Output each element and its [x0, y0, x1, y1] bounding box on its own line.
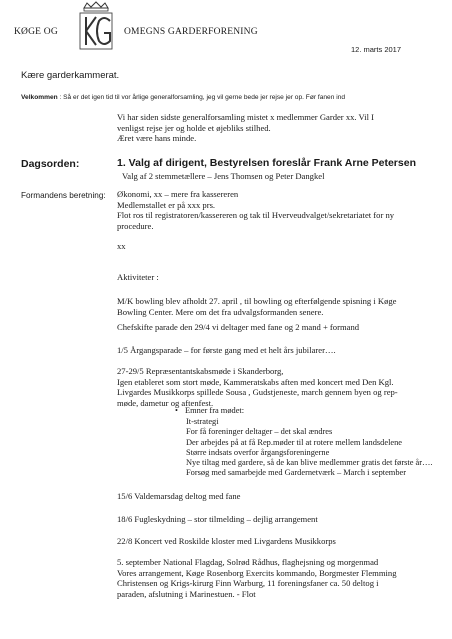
topic-item: Der arbejdes på at få Rep.møder til at rotere mellem landsdelene [186, 437, 403, 447]
flagdag-line: 5. september National Flagdag, Solrød Rådhus, flaghejsning og morgenmad [117, 557, 379, 567]
report-label: Formandens beretning: [21, 191, 106, 200]
memorial-line: venligst rejse jer og holde et øjebliks stilhed. [117, 122, 271, 133]
memorial-line: Vi har siden sidste generalforsamling mistet x medlemmer Garder xx. Vil I [117, 112, 375, 122]
topics-heading: Emner fra mødet: [185, 406, 245, 415]
letter-date: 12. marts 2017 [351, 45, 402, 54]
association-logo [74, 1, 118, 51]
report-line: Økonomi, xx – mere fra kassereren [117, 189, 239, 199]
bowling-paragraph [117, 296, 437, 317]
agenda-label: Dagsorden: [21, 158, 80, 170]
reps-line: 27-29/5 Repræsentantskabsmøde i Skanderborg, [117, 366, 284, 376]
topic-item: Nye tiltag med gardere, så de kan blive medlemmer gratis det første år…. [186, 458, 433, 468]
welcome-line [21, 94, 345, 101]
report-intro [117, 189, 437, 231]
topic-item: It-strategi [186, 417, 219, 426]
chef-paragraph: Chefskifte parade den 29/4 vi deltager med fane og 2 mand + formand [117, 322, 360, 332]
fugle-paragraph: 18/6 Fugleskydning – stor tilmelding – dejlig arrangement [117, 514, 318, 524]
reps-line: Livgardes Musikkorps spillede Sousa , Gudstjeneste, march gennem byen og rep- [117, 387, 398, 398]
topics-bullet [175, 406, 244, 416]
greeting: Kære garderkammerat. [21, 70, 120, 81]
report-line: Flot ros til registratoren/kassereren og tak til Hverveudvalget/sekretariatet for ny [117, 210, 395, 221]
flagdag-line: paraden, afslutning i Marinestuen. - Flot [117, 588, 256, 599]
header-right-text: OMEGNS GARDERFORENING [124, 27, 258, 37]
welcome-label: Velkommen [21, 94, 58, 101]
flagdag-line: Christensen og Krigs-kirurg Finn Warburg, 11 foreningsfaner ca. 50 deltog i [117, 578, 379, 589]
topics-list [186, 417, 433, 479]
agenda-item-1-sub: Valg af 2 stemmetællere – Jens Thomsen og Peter Dangkel [122, 171, 325, 181]
report-line: procedure. [117, 220, 154, 231]
topic-item: Forsøg med samarbejde med Gardernetværk – March i september [186, 468, 407, 478]
flagdag-paragraph [117, 557, 437, 599]
welcome-text: : Så er det igen tid til vor årlige generalforsamling, jeg vil gerne bede jer rejse jer op. Før fanen ind [59, 94, 346, 101]
flagdag-line: Vores arrangement, Køge Rosenborg Exercits kommando, Borgmester Flemming [117, 567, 397, 578]
bowling-line: Bowling Center. Mere om det fra udvalgsformanden senere. [117, 306, 324, 317]
topic-item: Større indsats overfor årgangsforeningerne [186, 447, 330, 457]
memorial-line: Æret være hans minde. [117, 133, 197, 144]
report-xx: xx [117, 241, 126, 251]
memorial-paragraph [117, 112, 437, 144]
activities-label: Aktiviteter : [117, 272, 159, 282]
reps-line: møde, dametur og aftenfest. [117, 397, 214, 408]
agenda-item-1: 1. Valg af dirigent, Bestyrelsen foreslår Frank Arne Petersen [117, 157, 416, 169]
bowling-line: M/K bowling blev afholdt 27. april , til bowling og efterfølgende spisning i Køge [117, 296, 397, 306]
koncert-paragraph: 22/8 Koncert ved Roskilde kloster med Livgardens Musikkorps [117, 536, 336, 546]
reps-paragraph [117, 366, 437, 408]
aargang-paragraph: 1/5 Årgangsparade – for første gang med et helt års jubilarer…. [117, 345, 336, 355]
header-left-text: KØGE OG [14, 27, 58, 37]
topic-item: For få foreninger deltager – det skal ændres [186, 427, 333, 437]
valdemar-paragraph: 15/6 Valdemarsdag deltog med fane [117, 491, 241, 501]
reps-line: Igen etableret som stort møde, Kammeratskabs aften med koncert med Den Kgl. [117, 376, 394, 387]
report-line: Medlemstallet er på xxx prs. [117, 199, 216, 210]
bullet-dot-icon: • [175, 406, 178, 415]
